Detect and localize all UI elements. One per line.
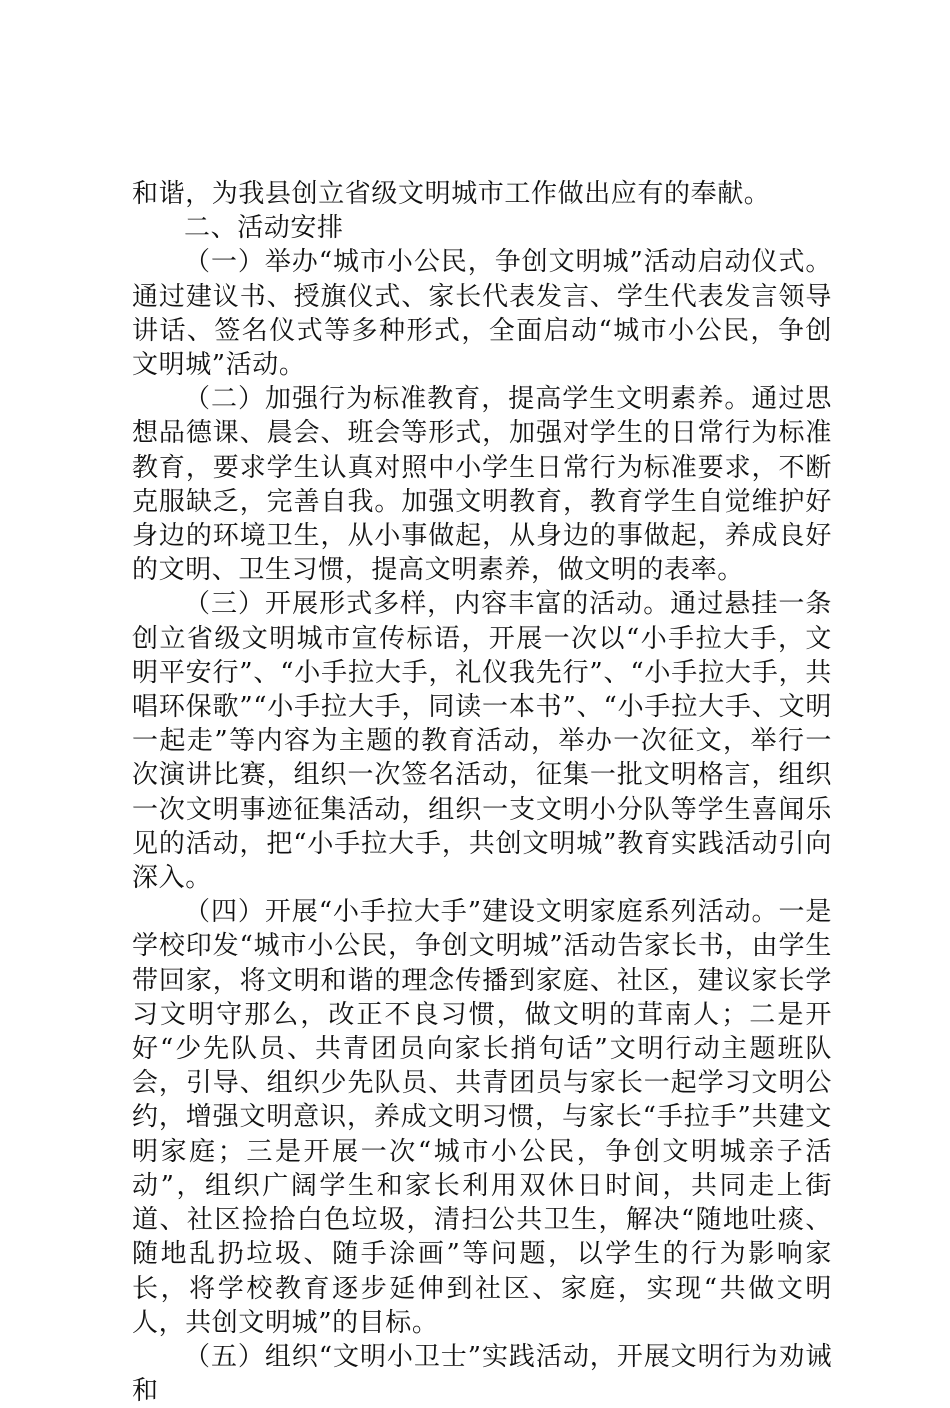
paragraph-item-1: （一）举办“城市小公民，争创文明城”活动启动仪式。通过建议书、授旗仪式、家长代表发言、学生代表发言领导讲话、签名仪式等多种形式，全面启动“城市小公民，争创文明城”活动。 [132, 247, 832, 381]
section-heading-activity-arrangement: 二、活动安排 [184, 213, 344, 244]
document-body [132, 177, 832, 1408]
paragraph-item-3: （三）开展形式多样，内容丰富的活动。通过悬挂一条创立省级文明城市宣传标语，开展一次以“小手拉大手，文明平安行”、“小手拉大手，礼仪我先行”、“小手拉大手，共唱环保歌”“小手拉大手，同读一本书”、“小手拉大手、文明一起走”等内容为主题的教育活动，举办一次征文，举行一次演讲比赛，组织一次签名活动，征集一批文明格言，组织一次文明事迹征集活动，组织一支文明小分队等学生喜闻乐见的活动，把“小手拉大手，共创文明城”教育实践活动引向深入。 [132, 589, 832, 894]
paragraph-continuation: 和谐，为我县创立省级文明城市工作做出应有的奉献。 [132, 179, 771, 209]
paragraph-item-4: （四）开展“小手拉大手”建设文明家庭系列活动。一是学校印发“城市小公民，争创文明城”活动告家长书，由学生带回家，将文明和谐的理念传播到家庭、社区，建议家长学习文明守那么，改正不良习惯，做文明的茸南人；二是开好“少先队员、共青团员向家长捎句话”文明行动主题班队会，引导、组织少先队员、共青团员与家长一起学习文明公约，增强文明意识，养成文明习惯，与家长“手拉手”共建文明家庭；三是开展一次“城市小公民，争创文明城亲子活动”，组织广阔学生和家长利用双休日时间，共同走上街道、社区捡拾白色垃圾，清扫公共卫生，解决“随地吐痰、随地乱扔垃圾、随手涂画”等问题，以学生的行为影响家长，将学校教育逐步延伸到社区、家庭，实现“共做文明人，共创文明城”的目标。 [132, 897, 832, 1338]
paragraph-item-2: （二）加强行为标准教育，提高学生文明素养。通过思想品德课、晨会、班会等形式，加强对学生的日常行为标准教育，要求学生认真对照中小学生日常行为标准要求，不断克服缺乏，完善自我。加强文明教育，教育学生自觉维护好身边的环境卫生，从小事做起，从身边的事做起，养成良好的文明、卫生习惯，提高文明素养，做文明的表率。 [132, 384, 832, 586]
paragraph-item-5: （五）组织“文明小卫士”实践活动，开展文明行为劝诫和 [132, 1341, 832, 1407]
